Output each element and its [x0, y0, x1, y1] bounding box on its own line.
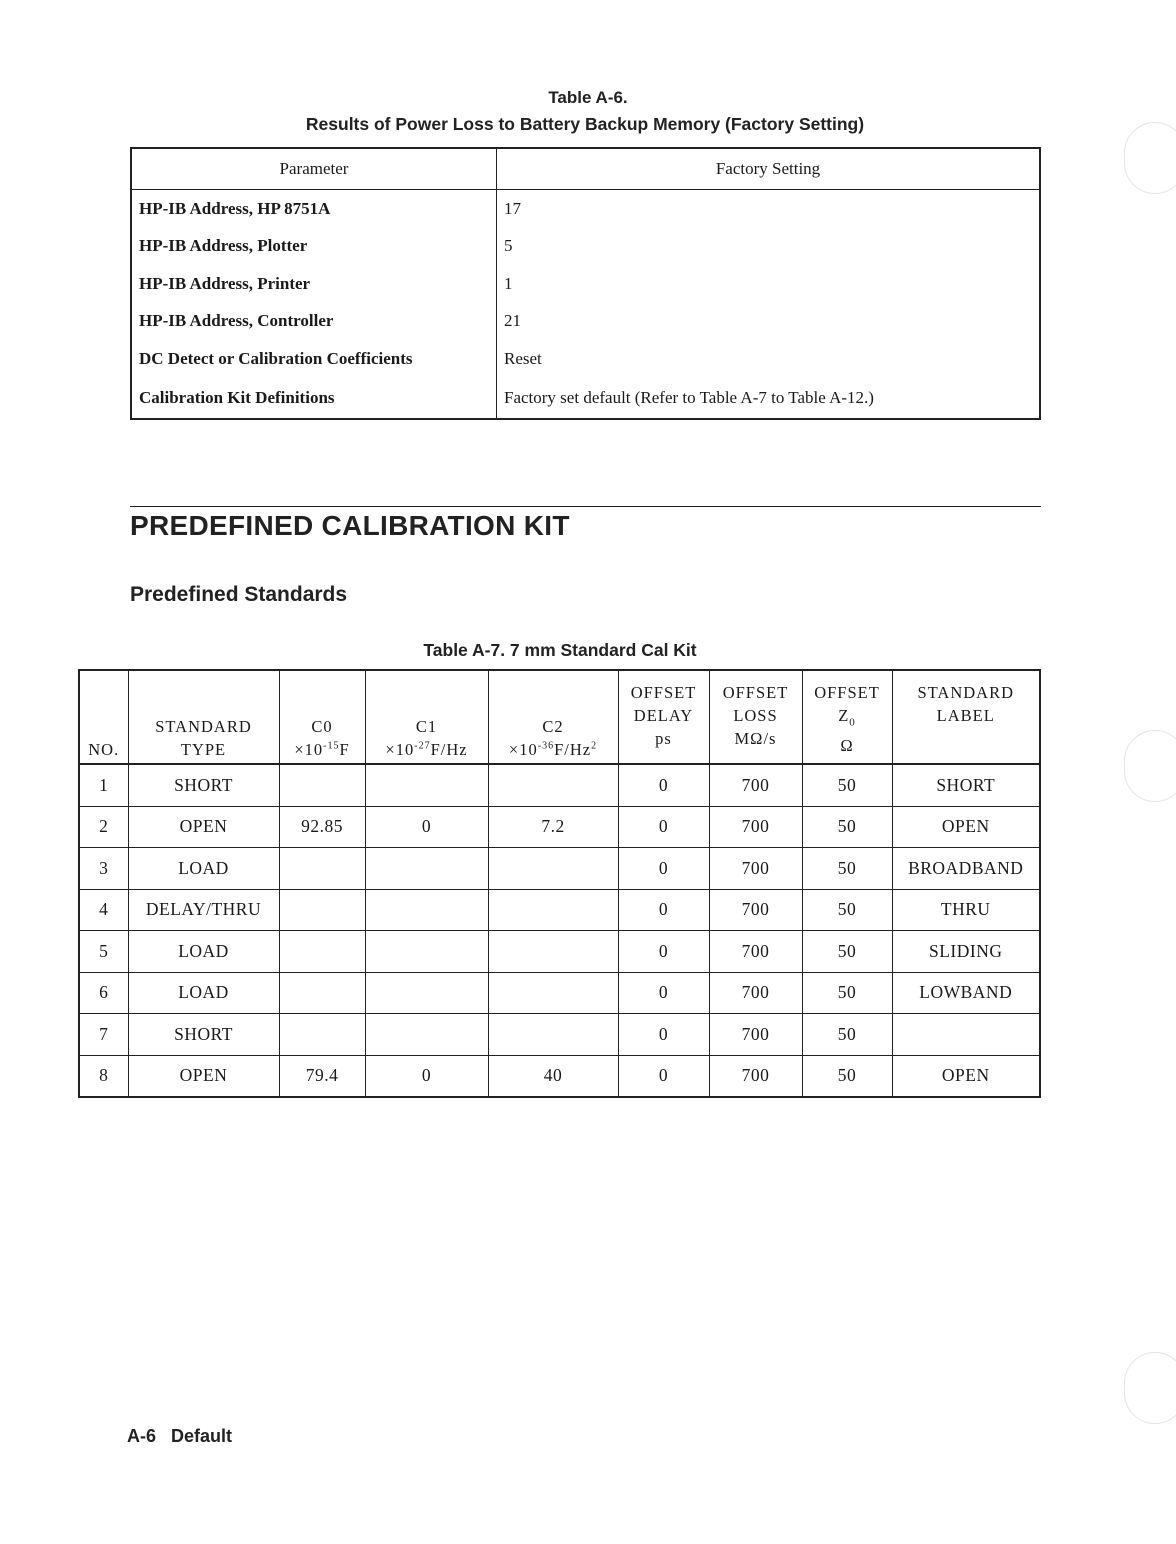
- c0-cell: 92.85: [279, 806, 365, 848]
- c0-cell: [279, 972, 365, 1014]
- no-cell: 6: [79, 972, 128, 1014]
- column-header-standard-type: STANDARD TYPE: [128, 670, 279, 764]
- offset-z0-cell: 50: [802, 848, 892, 890]
- punch-hole-mark: [1124, 1352, 1176, 1424]
- no-cell: 3: [79, 848, 128, 890]
- column-header-c0: C0 $\times 10^{-15}F$: [279, 670, 365, 764]
- c1-cell: [365, 972, 488, 1014]
- column-header-offset-delay: OFFSET DELAY ps: [618, 670, 709, 764]
- table-row: [79, 889, 1040, 931]
- c1-cell: 0: [365, 1055, 488, 1097]
- column-header-parameter: Parameter: [131, 148, 497, 190]
- setting-cell: 5: [504, 236, 513, 256]
- offset-delay-cell: 0: [618, 806, 709, 848]
- standard-type-cell: LOAD: [128, 931, 279, 973]
- standard-label-cell: LOWBAND: [892, 972, 1040, 1014]
- c2-cell: [488, 931, 618, 973]
- standard-label-cell: [892, 1014, 1040, 1056]
- standard-type-cell: LOAD: [128, 972, 279, 1014]
- table-a7: [78, 669, 1041, 1098]
- offset-z0-cell: 50: [802, 931, 892, 973]
- offset-loss-cell: 700: [709, 1014, 802, 1056]
- standard-type-cell: SHORT: [128, 1014, 279, 1056]
- table-header-row: [131, 148, 1040, 190]
- c0-cell: [279, 931, 365, 973]
- section-title: PREDEFINED CALIBRATION KIT: [130, 510, 570, 541]
- c0-cell: [279, 848, 365, 890]
- table-a7-caption: Table A-7. 7 mm Standard Cal Kit: [423, 640, 697, 660]
- parameter-cell: HP-IB Address, Plotter: [131, 228, 497, 266]
- standard-label-cell: SHORT: [892, 764, 1040, 806]
- table-row: [79, 972, 1040, 1014]
- table-header-row: [79, 670, 1040, 764]
- table-a6-caption-number: Table A-6.: [548, 88, 628, 107]
- c1-cell: [365, 1014, 488, 1056]
- no-cell: 7: [79, 1014, 128, 1056]
- c0-cell: [279, 1014, 365, 1056]
- offset-delay-cell: 0: [618, 848, 709, 890]
- offset-loss-cell: 700: [709, 806, 802, 848]
- no-cell: 2: [79, 806, 128, 848]
- table-row: [131, 265, 1040, 303]
- setting-cell: Reset: [504, 348, 542, 368]
- table-row: [79, 806, 1040, 848]
- offset-delay-cell: 0: [618, 764, 709, 806]
- no-cell: 1: [79, 764, 128, 806]
- setting-cell: 21: [504, 311, 521, 331]
- offset-delay-cell: 0: [618, 889, 709, 931]
- offset-z0-cell: 50: [802, 806, 892, 848]
- c0-cell: [279, 889, 365, 931]
- offset-z0-cell: 50: [802, 1014, 892, 1056]
- column-header-offset-loss: OFFSET LOSS MΩ/s: [709, 670, 802, 764]
- column-header-offset-z0: OFFSET $Z_0$ Ω: [802, 670, 892, 764]
- offset-loss-cell: 700: [709, 1055, 802, 1097]
- no-cell: 5: [79, 931, 128, 973]
- offset-delay-cell: 0: [618, 1014, 709, 1056]
- parameter-cell: Calibration Kit Definitions: [131, 378, 497, 419]
- c0-cell: 79.4: [279, 1055, 365, 1097]
- c0-cell: [279, 764, 365, 806]
- table-row: [131, 303, 1040, 341]
- table-row: [131, 340, 1040, 378]
- standard-type-cell: LOAD: [128, 848, 279, 890]
- offset-z0-cell: 50: [802, 889, 892, 931]
- table-row: [131, 378, 1040, 419]
- parameter-cell: HP-IB Address, Controller: [131, 303, 497, 341]
- parameter-cell: HP-IB Address, HP 8751A: [131, 190, 497, 228]
- offset-z0-cell: 50: [802, 972, 892, 1014]
- punch-hole-mark: [1124, 730, 1176, 802]
- section-divider: [130, 506, 1041, 507]
- subsection-title: Predefined Standards: [130, 583, 348, 606]
- no-cell: 8: [79, 1055, 128, 1097]
- c1-cell: [365, 848, 488, 890]
- parameter-cell: DC Detect or Calibration Coefficients: [131, 340, 497, 378]
- standard-label-cell: OPEN: [892, 806, 1040, 848]
- offset-delay-cell: 0: [618, 972, 709, 1014]
- offset-delay-cell: 0: [618, 1055, 709, 1097]
- standard-label-cell: THRU: [892, 889, 1040, 931]
- standard-type-cell: SHORT: [128, 764, 279, 806]
- table-row: [131, 228, 1040, 266]
- c1-cell: 0: [365, 806, 488, 848]
- standard-type-cell: OPEN: [128, 806, 279, 848]
- table-a6-caption-title: Results of Power Loss to Battery Backup Memory (Factory Setting): [305, 114, 865, 134]
- c1-cell: [365, 764, 488, 806]
- standard-label-cell: SLIDING: [892, 931, 1040, 973]
- standard-label-cell: BROADBAND: [892, 848, 1040, 890]
- offset-delay-cell: 0: [618, 931, 709, 973]
- offset-loss-cell: 700: [709, 764, 802, 806]
- c2-cell: 40: [488, 1055, 618, 1097]
- c2-cell: 7.2: [488, 806, 618, 848]
- offset-loss-cell: 700: [709, 972, 802, 1014]
- offset-loss-cell: 700: [709, 889, 802, 931]
- c2-cell: [488, 972, 618, 1014]
- standard-type-cell: OPEN: [128, 1055, 279, 1097]
- parameter-cell: HP-IB Address, Printer: [131, 265, 497, 303]
- table-row: [79, 931, 1040, 973]
- table-a6: [130, 147, 1041, 420]
- table-row: [131, 190, 1040, 228]
- standard-type-cell: DELAY/THRU: [128, 889, 279, 931]
- setting-cell: 17: [504, 198, 521, 218]
- c2-cell: [488, 1014, 618, 1056]
- offset-z0-cell: 50: [802, 764, 892, 806]
- offset-loss-cell: 700: [709, 848, 802, 890]
- no-cell: 4: [79, 889, 128, 931]
- table-row: [79, 1014, 1040, 1056]
- c1-cell: [365, 931, 488, 973]
- offset-loss-cell: 700: [709, 931, 802, 973]
- c2-cell: [488, 764, 618, 806]
- offset-z0-cell: 50: [802, 1055, 892, 1097]
- punch-hole-mark: [1124, 122, 1176, 194]
- c2-cell: [488, 889, 618, 931]
- column-header-c1: C1 $\times 10^{-27}F/Hz$: [365, 670, 488, 764]
- setting-cell: Factory set default (Refer to Table A-7 to Table A-12.): [504, 387, 874, 407]
- c2-cell: [488, 848, 618, 890]
- column-header-c2: C2 $\times 10^{-36}F/Hz^2$: [488, 670, 618, 764]
- column-header-standard-label: STANDARD LABEL: [892, 670, 1040, 764]
- table-row: [79, 764, 1040, 806]
- table-row: [79, 848, 1040, 890]
- setting-cell: 1: [504, 273, 513, 293]
- standard-label-cell: OPEN: [892, 1055, 1040, 1097]
- column-header-factory-setting: Factory Setting: [497, 148, 1041, 190]
- page-footer: A-6 Default: [127, 1426, 233, 1446]
- c1-cell: [365, 889, 488, 931]
- table-row: [79, 1055, 1040, 1097]
- column-header-no: NO.: [79, 670, 128, 764]
